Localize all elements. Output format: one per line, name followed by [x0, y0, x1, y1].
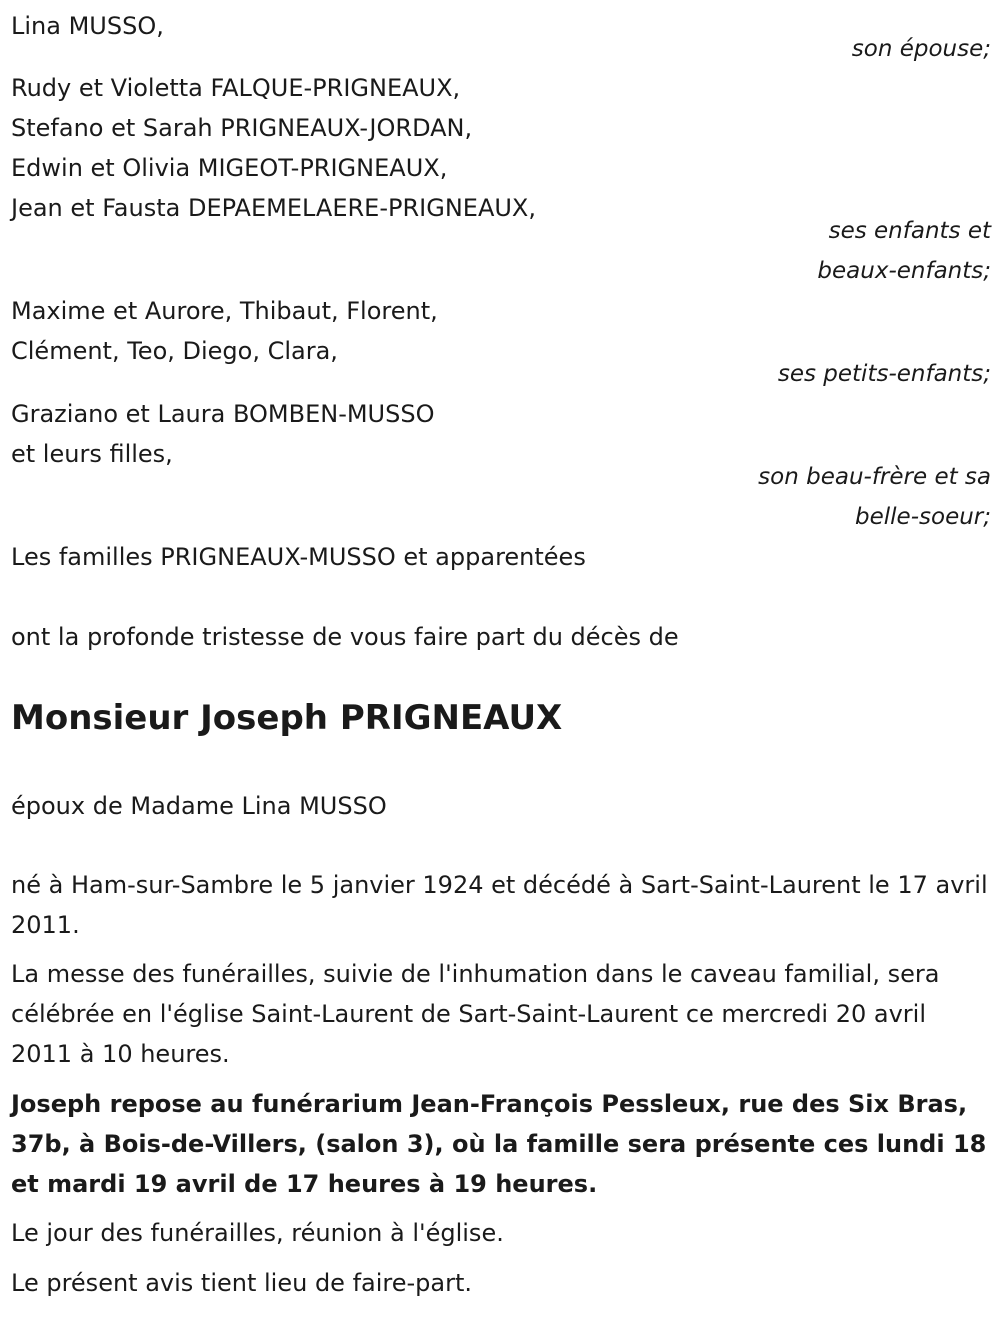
inlaws-names: Graziano et Laura BOMBEN-MUSSO	[11, 400, 435, 428]
grandchildren-names: Clément, Teo, Diego, Clara,	[11, 337, 338, 365]
birth-death-paragraph: né à Ham-sur-Sambre le 5 janvier 1924 et décédé à Sart-Saint-Laurent le 17 avril 2011.	[11, 871, 988, 939]
inlaws-names: et leurs filles,	[11, 440, 173, 468]
announcement-line: ont la profonde tristesse de vous faire part du décès de	[11, 623, 679, 651]
child-couple: Edwin et Olivia MIGEOT-PRIGNEAUX,	[11, 154, 448, 182]
inlaws-role-line: belle-soeur;	[855, 504, 991, 530]
spouse-role: son épouse;	[851, 36, 991, 62]
visitation-paragraph: Joseph repose au funérarium Jean-François Pessleux, rue des Six Bras, 37b, à Bois-de-Villers, (salon 3), où la famille sera présente ces lundi 18 et mardi 19 avril de 17 heures à 19 heures.	[11, 1090, 987, 1198]
grandchildren-block	[11, 291, 991, 394]
spouse-block	[11, 6, 991, 69]
grandchildren-role: ses petits-enfants;	[777, 361, 991, 387]
children-role-line: beaux-enfants;	[817, 258, 991, 284]
gathering-line: Le jour des funérailles, réunion à l'église.	[11, 1219, 504, 1247]
deceased-name: Monsieur Joseph PRIGNEAUX	[11, 698, 563, 738]
inlaws-block	[11, 394, 991, 537]
children-block	[11, 68, 991, 291]
spouse-of-line: époux de Madame Lina MUSSO	[11, 792, 387, 820]
child-couple: Jean et Fausta DEPAEMELAERE-PRIGNEAUX,	[11, 194, 536, 222]
funeral-mass-paragraph: La messe des funérailles, suivie de l'inhumation dans le caveau familial, sera célébrée en l'église Saint-Laurent de Sart-Saint-Laurent ce mercredi 20 avril 2011 à 10 heures.	[11, 960, 940, 1068]
grandchildren-names: Maxime et Aurore, Thibaut, Florent,	[11, 297, 438, 325]
closing-line: Le présent avis tient lieu de faire-part.	[11, 1269, 473, 1297]
inlaws-role-line: son beau-frère et sa	[758, 464, 991, 490]
child-couple: Rudy et Violetta FALQUE-PRIGNEAUX,	[11, 74, 461, 102]
spouse-name: Lina MUSSO,	[11, 12, 164, 40]
families-line: Les familles PRIGNEAUX-MUSSO et apparentées	[11, 543, 586, 571]
children-role-line: ses enfants et	[828, 218, 991, 244]
child-couple: Stefano et Sarah PRIGNEAUX-JORDAN,	[11, 114, 473, 142]
